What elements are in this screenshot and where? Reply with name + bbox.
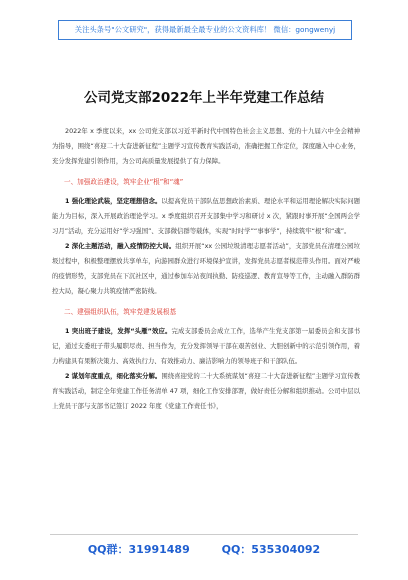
section-heading-2: 二、建强组织队伍，筑牢党建发展根基 [64, 308, 177, 316]
paragraph-text: 以提高党员干部队伍思想政治素质、理论水平和运用理论解决实际问题能力为目标，深入开展政治理论学习。x 季度组织召开支部集中学习和研讨 x 次，紧跟时事开展“全国两会学习月”活动，充分运用好“学习强国”、支部微信群等载体，实现“时时学”“事事学”，持续筑牢“根”和“魂”。 [52, 197, 360, 235]
body-paragraph [52, 194, 360, 239]
footer-divider [50, 534, 358, 535]
paragraph-text: 组织开展“xx 公园垃圾清理志愿者活动”，支部党员在清理公园垃圾过程中，积极整理摆放共享单车，向游园群众进行环境保护宣讲，发挥党员志愿者模范带头作用。面对严峻的疫情形势，支部党员在下沉社区中，通过参加车站夜间执勤、防疫巡逻、教育宣导等工作，主动融入群防群控大局，凝心聚力共筑疫情严密防线。 [52, 242, 361, 295]
body-paragraph [52, 324, 360, 369]
qq-number: QQ：535304092 [221, 543, 321, 556]
top-banner: 关注头条号"公文研究"，获得最新最全最专业的公文资料库！ 微信：gongwenyj [58, 20, 352, 40]
qq-group-number: QQ群：31991489 [87, 543, 190, 556]
paragraph-lead: 2 谋划年度重点，细化落实分解。 [65, 372, 162, 380]
paragraph-lead: 1 强化理论武装，坚定理想信念。 [65, 197, 162, 205]
paragraph-lead: 1 突出班子建设，发挥“头雁”效应。 [65, 327, 172, 335]
body-paragraph [52, 369, 360, 414]
paragraph-lead: 2 深化主题活动，融入疫情防控大局。 [65, 242, 176, 250]
document-body [52, 124, 360, 414]
paragraph-text: 完成支部委员会成立工作，选举产生党支部第一届委员会和支部书记，通过支委班子带头履职尽责、担当作为，充分发挥领导干部在艰苦创业、大胆创新中的示范引领作用，着力构建具有果断决策力、高效执行力、有效推动力、廉洁影响力的领导班子和干部队伍。 [52, 327, 361, 365]
intro-paragraph: 2022年 x 季度以来，xx 公司党支部以习近平新时代中国特色社会主义思想、党的十九届六中全会精神为指导，围绕“喜迎二十大奋进新征程”主题学习宣传教育实践活动，准确把握工作定位，深度融入中心业务，充分发挥党建引领作用，为公司高质量发展提供了有力保障。 [52, 127, 360, 165]
section-heading-1: 一、加强政治建设，筑牢企业“根”和“魂” [64, 178, 184, 186]
body-paragraph [52, 239, 360, 299]
footer-contact [0, 541, 408, 557]
paragraph-text: 围绕喜迎党的二十大系统谋划“喜迎二十大奋进新征程”主题学习宣传教育实践活动，制定全年党建工作任务清单 47 项，细化工作安排部署，做好责任分解和组织推动。公司中层以上党员干部与支部书记签订 2022 年度《党建工作责任书》， [52, 372, 360, 410]
document-title: 公司党支部2022年上半年党建工作总结 [83, 90, 325, 106]
